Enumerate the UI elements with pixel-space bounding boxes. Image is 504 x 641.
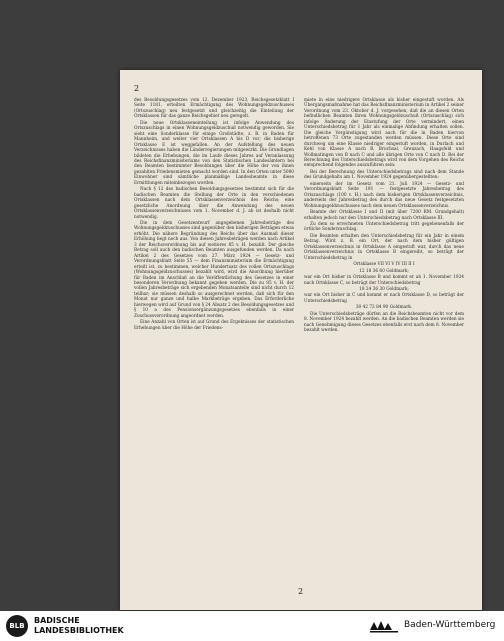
amount-row: 12 18 36 60 Goldmark; (359, 268, 409, 274)
amount-row: 30 42 72 84 90 Goldmark. (355, 305, 413, 311)
page-number-bottom: 2 (298, 587, 304, 596)
library-name[interactable] (34, 616, 124, 636)
paragraph: Die Beamten erhalten den Unterschiedsbetrag für ein Jahr in einem Betrag. Wird z. B. ein Ort, der nach dem bisher gültigen Ortsklassenverzeichnis in Ortsklasse A eingestuft war, durch das neue Ortsklassenverzeichnis in Ortsklasse B eingereiht, so beträgt der Unterschiedsbetrag in (304, 233, 464, 261)
right-column (304, 98, 464, 335)
ortsklasse-header: Ortsklasse VII VI V IV III II I (353, 262, 415, 268)
paragraph: Die in dem Gesetzentwurf angegebenen Jahresbeträge des Wohnungsgeldzuschusses sind gegenüber den bisherigen Beträgen etwas erhöht. Die nähere Begründung des Reichs über das Ausmaß dieser Erhöhung liegt noch aus. Von diesen Jahresbeträgen werden nach Artikel 3 der Reichsverordnung bis auf weiteres 85 v. H. bezahlt. Der gleiche Betrag soll auch den badischen Beamten ausgefunden werden. Da nach Artikel 2 des Gesetzes vom 27. März 1924 — Gesetz- und Verordnungsblatt Seite 55 — dem Finanzministerium die Ermächtigung erteilt ist, zu bestimmen, welcher Hundertsatz des vollen Ortszuschlags (Wohnungsgeldzuschusses) bezahlt wird, wird die Anordnung hierüber für Baden im Anschluß an die Veröffentlichung des Gesetzes in einer besonderen Verordnung bekannt gegeben werden. Die zu 85 v. H. der vollen Jahresbeträge sich ergebenden Monatsanteile sind nicht durch 12 teilbar; sie müssen deshalb so ausgerechnet werden, daß sich für den Monat nur ganze und halbe Markbeträge ergeben. Das Erforderliche hierwegen wird auf Grund von § 24 Absatz 2 des Besoldungsgesetzes und § 10 a des Pensionsergänzungsgesetzes ebenfalls in einer Zuschussverordnung angeordnet werden. (134, 220, 294, 319)
paragraph: Die Unterschiedsbeträge dürfen an die Reichsbeamten nicht vor dem 8. November 1924 bezahlt werden. An die badischen Beamten werden sie nach Genehmigung dieses Gesetzes ebenfalls erst nach dem 8. November bezahlt werden. (304, 311, 464, 334)
paragraph: Eine Anzahl von Orten ist auf Grund des Ergebnisses der statistischen Erhebungen über die Höhe der Friedens- (134, 320, 294, 331)
paragraph: Nach § 12 des badischen Besoldungsgesetzes bestimmt sich für die badischen Beamten die Stellung der Orte in den verschiedenen Ortsklassen nach dem Ortsklassenverzeichnis des Reichs; eine gesetzliche Anordnung über die Anwendung des neuen Ortsklassenverzeichnisses vom 1. November d. J. ab ist deshalb nicht notwendig. (134, 187, 294, 220)
paragraph: Die neue Ortsklasseneinteilung ist infolge Anwendung des Ortszuschlags in einen Wohnungsgeldzuschuß notwendig geworden. Sie sieht eine Sonderklasse für einige Großstädte, z. B. in Baden für Mannheim, und weiter vier Ortsklassen A bis D vor; die bisherige Ortsklasse E ist weggefallen. An der Aufstellung des neuen Verzeichnisses haben die Länderregierungen mitgewirkt. Die Grundlagen bildeten die Erhebungen, die im Laufe dieses Jahres auf Veranlassung des Reichsfinanzministeriums von den Statistischen Landesämtern bei den Beamten bestimmter Besoldungen über die Höhe der von ihnen gezahlten Friedensmieten gemacht worden sind. In den Orten unter 5000 Einwohner sind sämtliche planmäßige Landesbeamte in diese Ermittlungen miteinbezogen worden. (134, 120, 294, 186)
page-number-top: 2 (134, 84, 140, 93)
library-name-line1: BADISCHE (34, 616, 80, 625)
paragraph: war ein Ort bisher in Ortsklasse B und kommt er ab 1. November 1924 nach Ortsklasse C, so beträgt der Unterschiedsbetrag (304, 275, 464, 286)
paragraph: einerseits der im Gesetz vom 21. Juli 1924 — Gesetz- und Verordnungsblatt Seite 191 — festgesetzte Jahresbetrag des Ortszuschlags (100 v. H.) nach dem bisherigen Ortsklassenverzeichnis, anderseits der Jahresbetrag des durch das neue Gesetz festgesetzten Wohnungsgeldzuschusses nach dem neuen Ortsklassenverzeichnis. (304, 181, 464, 209)
baden-wuerttemberg-logo-icon[interactable] (368, 618, 400, 634)
document-page (120, 70, 482, 610)
paragraph: miete in eine niedrigere Ortsklasse als bisher eingestuft worden. Als Übergangsmaßnahme hat das Reichsfinanzministerium in Artikel 2 seiner Verordnung vom 23. Oktober d. J. vorgesehen, daß die an diesen Orten befindlichen Beamten ihren Wohnungsgeldzuschuß (Ortszuschlag) sich infolge Änderung der Einstufung der Orte vermindert, einen Unterschiedsbetrag für 1 Jahr als einmalige Abfindung erhalten sollen. Die gleiche Vergünstigung wird auch für die in Baden hiervon betroffenen 73 Orte zugestanden werden müssen. Diese Orte sind durchweg um eine Klasse niedriger eingestuft worden, in Durlach und Kehl von Klasse A nach B, Bruchsal, Grenzach, Haagsfeld und Wollmatingen von B nach C und alle übrigen Orte von C nach D. Bei der Berechnung des Unterschiedsbetrags wird von dem Vorgehen des Reichs entsprechend folgendes auszuführen sein: (304, 98, 464, 169)
amount-row: 18 24 36 30 Goldmark; (359, 286, 409, 292)
left-column (134, 98, 294, 332)
paragraph: war ein Ort bisher in C und kommt er nach Ortsklasse D, so beträgt der Unterschiedsbetrag (304, 293, 464, 304)
library-name-line2: LANDESBIBLIOTHEK (34, 626, 124, 635)
state-label[interactable]: Baden-Württemberg (404, 620, 496, 630)
blb-logo-icon[interactable]: BLB (6, 615, 28, 637)
paragraph: Zu dem so errechneten Unterschiedsbetrag tritt gegebenenfalls der örtliche Sonderzuschlag. (304, 221, 464, 233)
paragraph: des Besoldungsgesetzes vom 12. Dezember 1923, Reichsgesetzblatt I Seite 1181, erteilten Ermächtigung des Wohnungsgeldzuschusses (Ortszuschlag) neu festgesetzt und gleichzeitig die Einteilung der Ortsklassen für das ganze Reichsgebiet neu geregelt. (134, 98, 294, 120)
footer-bar (0, 611, 504, 641)
paragraph: Bei der Berechnung des Unterschiedsbetrags sind nach dem Stande des Grundgehalts am 1. November 1924 gegenübergestellten: (304, 169, 464, 181)
paragraph: Beamte der Ortsklasse I und II (mit über 7200 RM. Grundgehalt) erhalten jedoch nur den Unterschiedsbetrag nach Ortsklasse III. (304, 210, 464, 221)
